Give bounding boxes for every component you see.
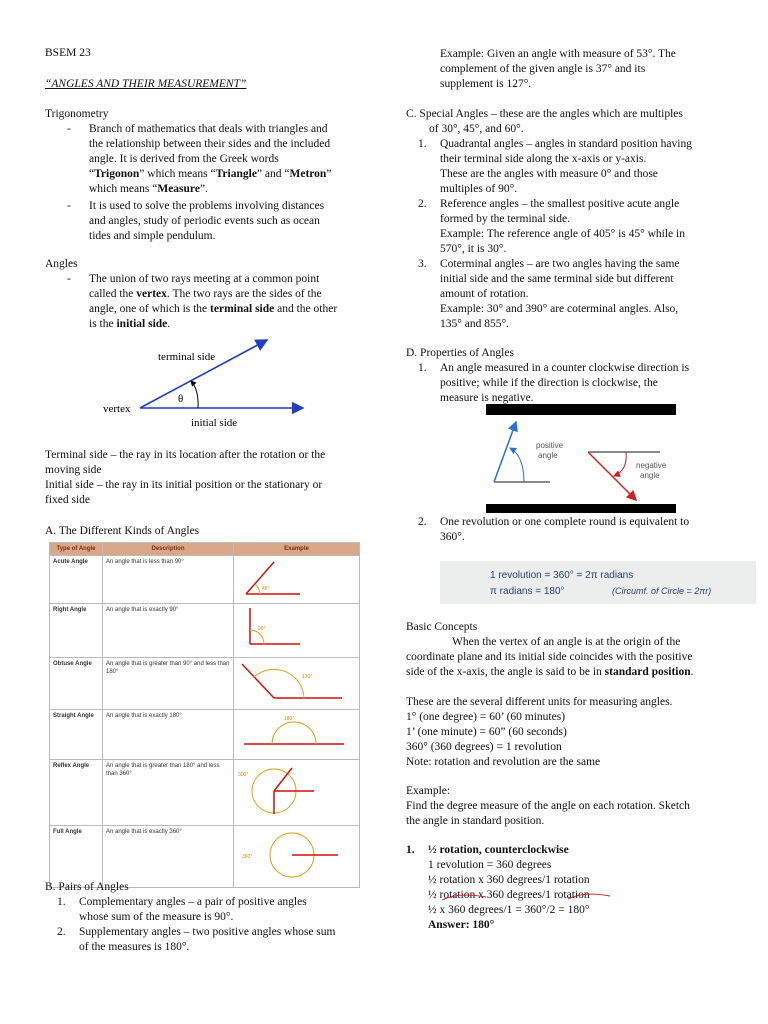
terminal-side-label: terminal side (158, 351, 216, 363)
formula-line-2: π radians = 180° (490, 586, 565, 597)
special-item-3: 3. Coterminal angles – are two angles having the same initial side and the same terminal side but different amount of rotation. Example: 30° and 390° are coterminal angles. Also, 135° and 855°. (418, 258, 680, 330)
table-header: Description (103, 543, 234, 556)
section-c-title: C. Special Angles – these are the angles which are multiples (406, 108, 683, 120)
course-code: BSEM 23 (45, 47, 91, 59)
table-header: Example (234, 543, 360, 556)
trig-item-1: - Branch of mathematics that deals with triangles and the relationship between their sides and the included angle. It is derived from the Greek words “Trigonon” which means “Triangle” and “Metron” which means “Measure”. (45, 122, 365, 197)
basic-concepts: Basic Concepts When the vertex of an angle is at the origin of the coordinate plane and its initial side coincides with the positive side of the x-axis, the angle is said to be in standard position. These are the several different units for measuring angles. 1° (one degree) = 60’ (60 minutes) 1’ (one minute) = 60” (60 seconds) 360° (360 degrees) = 1 revolution Note: rotation and revolution are the same (406, 620, 751, 770)
section-b-title: B. Pairs of Angles (45, 881, 129, 893)
angle-arc (191, 381, 198, 408)
table-row: Right Angle An angle that is exactly 90° 90° (50, 604, 360, 658)
table-row: Reflex Angle An angle that is greater than 180° and less than 360° 300° (50, 760, 360, 826)
svg-text:angle: angle (538, 451, 558, 460)
greek-words-line: “Trigonon” which means “Triangle” and “Metron” (89, 168, 332, 180)
pairs-list (45, 895, 375, 955)
table-row: Acute Angle An angle that is less than 90° 46° (50, 556, 360, 604)
formula-note: (Circumf. of Circle = 2πr) (612, 586, 712, 596)
initial-side-label: initial side (191, 417, 238, 429)
svg-text:positive: positive (536, 441, 564, 450)
section-a-title: A. The Different Kinds of Angles (45, 525, 200, 537)
property-item-2: 2. One revolution or one complete round is equivalent to 360°. (418, 516, 690, 543)
angles-definition: - The union of two rays meeting at a common point called the vertex. The two rays are the sides of the angle, one of which is the terminal side and the other is the initial side. (67, 273, 338, 330)
table-row: Full Angle An angle that is exactly 360° 360° (50, 826, 360, 888)
right-angle-figure (234, 604, 359, 654)
section-d (406, 346, 746, 406)
straight-example (234, 710, 360, 760)
theta-label: θ (178, 393, 184, 405)
kinds-of-angles-table (49, 542, 360, 888)
pairs-item-2: 2. Supplementary angles – two positive angles whose sum of the measures is 180°. (57, 926, 336, 953)
property-item-1: 1. An angle measured in a counter clockwise direction is positive; while if the direction is clockwise, the measure is negative. (418, 362, 690, 404)
svg-text:360°: 360° (242, 854, 253, 860)
cancel-strokes (428, 889, 628, 903)
svg-text:300°: 300° (238, 772, 249, 778)
straight-angle-figure (234, 710, 359, 756)
reflex-angle-figure (234, 760, 359, 822)
trig-item-2: - It is used to solve the problems involving distances and angles, study of periodic events such as ocean tides and simple pendulum. (67, 200, 325, 242)
right-example (234, 604, 360, 658)
complement-example: Example: Given an angle with measure of 53°. The complement of the given angle is 37° and its supplement is 127°. (440, 48, 676, 90)
obtuse-example (234, 658, 360, 710)
full-example (234, 826, 360, 888)
table-header: Type of Angle (50, 543, 103, 556)
svg-text:90°: 90° (258, 626, 266, 632)
example-section: Example: Find the degree measure of the angle on each rotation. Sketch the angle in standard position. (406, 785, 690, 827)
side-definitions: Terminal side – the ray in its location after the rotation or the moving side Initial side – the ray in its initial position or the stationary or fixed side (45, 449, 326, 506)
positive-negative-figure (486, 418, 686, 504)
acute-angle-figure (234, 556, 359, 600)
svg-text:46°: 46° (262, 586, 270, 592)
formula-line-1: 1 revolution = 360° = 2π radians (490, 570, 634, 581)
acute-example (234, 556, 360, 604)
basic-concepts-title: Basic Concepts (406, 621, 478, 633)
black-bar-top (486, 404, 676, 415)
vertex-label: vertex (103, 403, 131, 415)
example-1-heading: ½ rotation, counterclockwise (428, 844, 569, 856)
table-row: Obtuse Angle An angle that is greater than 90° and less than 180° 130° (50, 658, 360, 710)
black-bar-bottom (486, 504, 676, 513)
svg-text:130°: 130° (302, 674, 313, 680)
example-1: 1. ½ rotation, counterclockwise 1 revolution = 360 degrees ½ rotation x 360 degrees/1 rotation ½ rotation x 360 degrees/1 rotation ½ x 360 degrees/1 = 360°/2 = 180° Answer: 180° (406, 843, 751, 933)
full-angle-figure (234, 826, 359, 884)
example-1-number: 1. (406, 844, 415, 856)
trig-list (45, 122, 365, 244)
section-c: C. Special Angles – these are the angles which are multiples of 30°, 45°, and 60°. 1. Quadrantal angles – angles in standard position having their terminal side along the x-axis or y-axis. These are the angles with measure 0° and those multiples of 90°. 2. Reference angles – the smallest positive acute angle formed by the terminal side. Example: The reference angle of 405° is 45° while in 570°, it is 30°. 3. Coterminal angles – are two angles having the same initial side and the same terminal side but different amount of rotation. Example: 30° and 390° are coterminal angles. Also, 135° and 855°. (406, 107, 746, 332)
svg-text:negative: negative (636, 461, 667, 470)
special-item-2: 2. Reference angles – the smallest positive acute angle formed by the terminal side. Example: The reference angle of 405° is 45° while in 570°, it is 30°. (418, 198, 685, 255)
special-item-1: 1. Quadrantal angles – angles in standard position having their terminal side along the x-axis or y-axis. These are the angles with measure 0° and those multiples of 90°. (418, 138, 692, 195)
svg-text:180°: 180° (284, 716, 295, 722)
angle-diagram (95, 335, 315, 430)
answer: Answer: 180° (428, 919, 495, 931)
reflex-example (234, 760, 360, 826)
table-row: Straight Angle An angle that is exactly 180° 180° (50, 710, 360, 760)
pairs-item-1: 1. Complementary angles – a pair of positive angles whose sum of the measure is 90°. (57, 896, 307, 923)
trig-heading: Trigonometry (45, 108, 109, 120)
revolution-formula-box (440, 561, 756, 604)
obtuse-angle-figure (234, 658, 359, 706)
section-d-title: D. Properties of Angles (406, 347, 514, 359)
angles-heading: Angles (45, 258, 78, 270)
property-item-2-wrap (406, 515, 746, 545)
cancelled-step: ½ rotation x 360 degrees/1 rotation (428, 888, 751, 903)
document-title: “ANGLES AND THEIR MEASUREMENT” (45, 78, 247, 90)
svg-text:angle: angle (640, 471, 660, 480)
